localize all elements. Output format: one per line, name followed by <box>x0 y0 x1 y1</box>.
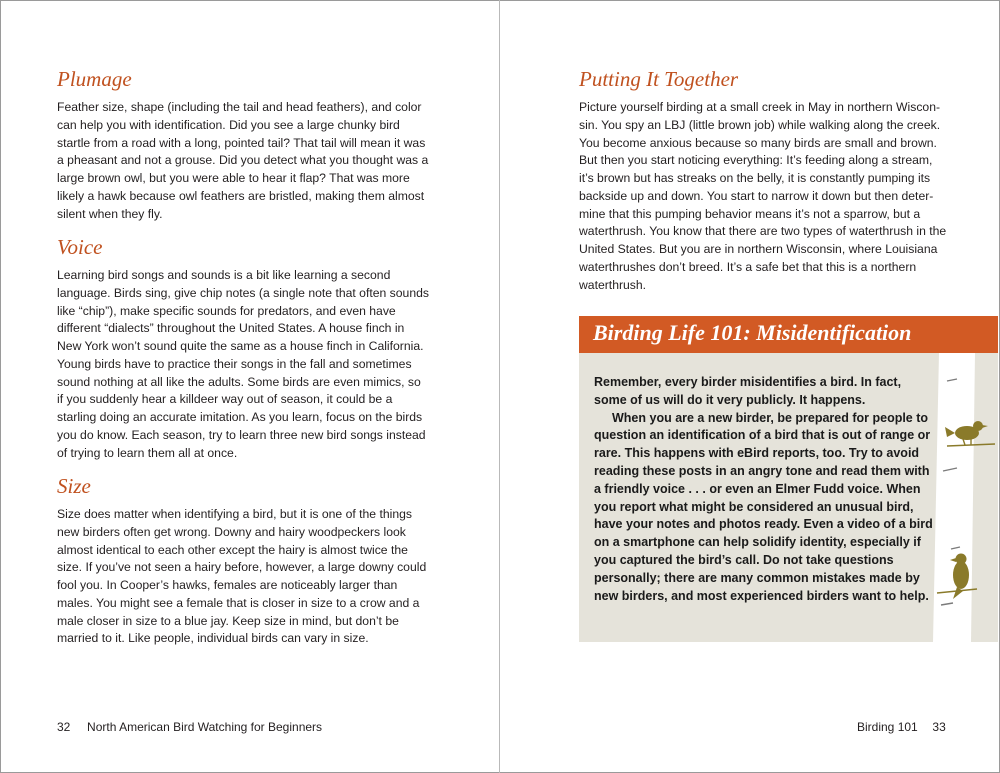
running-title-left: North American Bird Watching for Beginners <box>87 720 323 734</box>
callout-banner <box>579 316 998 353</box>
heading-plumage: Plumage <box>57 67 132 91</box>
callout-paragraph-2: When you are a new birder, be prepared for people to question an identification of a bird that is out of range or rare. This happens with eBird reports, too. Try to avoid reading these posts in an angry tone and read them with a friendly voice . . . or even an Elmer Fudd voice. When you report what might be considered an unusual bird, have your notes and photos ready. Even a video of a bird on a smartphone can help solidify identity, especially if you captured the bird’s call. Do not take questions personally; there are many common mistakes made by new birders, and most experienced birders want to help. <box>594 410 933 603</box>
folio-left <box>57 720 322 734</box>
page-number-left: 32 <box>57 720 71 734</box>
page-number-right: 33 <box>932 720 946 734</box>
folio-right <box>857 720 946 734</box>
heading-size: Size <box>57 474 91 498</box>
paragraph-putting-it-together: Picture yourself birding at a small creek in May in northern Wiscon-sin. You spy an LBJ (little brown job) while walking along the creek. You become anxious because so many birds are small and brown. But then you start noticing everything: It’s feeding along a stream, it’s brown but has streaks on the belly, it is constantly pumping its backside up and down. You start to narrow it down but then deter-mine that this pumping behavior means it’s not a sparrow, but a waterthrush. You know that there are two types of waterthrush in the United States. But you are in northern Wisconsin, where Louisiana waterthrushes don’t breed. It’s a safe bet that this is a northern waterthrush. <box>579 100 947 292</box>
paragraph-size: Size does matter when identifying a bird, but it is one of the things new birders often get wrong. Downy and hairy woodpeckers look almost identical to each other except the hairy is almost twice the size. If you’ve not seen a hairy before, however, a large downy could fool you. In Cooper’s hawks, females are noticeably larger than males. You might see a female that is closer in size to a crow and a male closer in size to a blue jay. Keep size in mind, but don’t be married to it. Like people, individual birds can vary in size. <box>57 507 427 646</box>
heading-putting-it-together: Putting It Together <box>579 67 739 91</box>
callout-paragraph-1: Remember, every birder misidentifies a bird. In fact, some of us will do it very publicly. It happens. <box>594 375 902 407</box>
birch-trunk <box>933 353 975 642</box>
paragraph-voice: Learning bird songs and sounds is a bit like learning a second language. Birds sing, give chip notes (a single note that often sounds like “chip”), make specific sounds for predators, and even have different “dialects” throughout the United States. A house finch in New York won’t sound quite the same as a house finch in California. Young birds have to practice their songs in the fall and sometimes sound nothing at all like the adults. Some birds are even mimics, so if you suddenly hear a killdeer way out of season, it could be a starling doing an accurate imitation. As you learn, focus on the birds you do know. Each season, try to learn three new bird songs instead of trying to learn them all at once. <box>57 268 429 460</box>
paragraph-plumage: Feather size, shape (including the tail and head feathers), and color can help you with identification. Did you see a large chunky bird startle from a road with a long, pointed tail? That tail will mean it was a pheasant and not a grouse. Did you detect what you thought was a large brown owl, but you were able to hear it flap? That was more likely a hawk because owl feathers are bristled, making them almost silent when they fly. <box>57 100 429 221</box>
callout-title: Birding Life 101: Misidentification <box>593 320 912 345</box>
running-title-right: Birding 101 <box>857 720 918 734</box>
callout-body <box>594 374 934 605</box>
heading-voice: Voice <box>57 235 103 259</box>
bird-branch-illustration <box>933 353 998 642</box>
page-gutter <box>499 0 500 773</box>
